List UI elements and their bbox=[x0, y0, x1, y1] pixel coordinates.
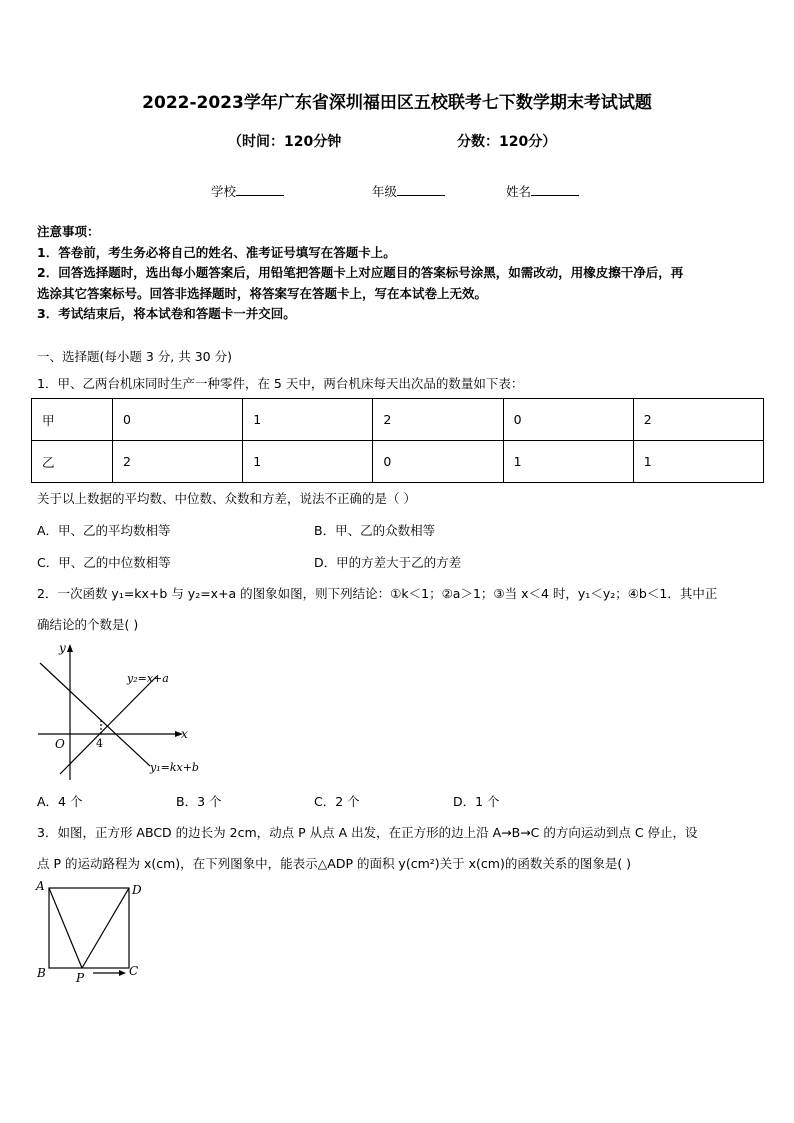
exam-score: 分数：120分） bbox=[457, 134, 557, 150]
line2-label: y₂=x+a bbox=[127, 672, 169, 685]
q2-line1: 2．一次函数 y₁=kx+b 与 y₂=x+a 的图象如图，则下列结论：①k＜1；②a＞1；③当 x＜4 时，y₁＜y₂；④b＜1．其中正 bbox=[37, 586, 718, 601]
table-cell: 2 bbox=[113, 441, 243, 483]
table-cell: 1 bbox=[633, 441, 763, 483]
q3-figure bbox=[33, 876, 153, 986]
q3-line1: 3．如图，正方形 ABCD 的边长为 2cm，动点 P 从点 A 出发，在正方形的边上沿 A→B→C 的方向运动到点 C 停止，设 bbox=[37, 825, 698, 840]
q2-option-c[interactable]: C．2 个 bbox=[314, 794, 360, 809]
q2-graph bbox=[35, 638, 205, 788]
arrow-right-icon bbox=[119, 970, 126, 976]
exam-time: （时间：120分钟 bbox=[228, 134, 342, 150]
line1-label: y₁=kx+b bbox=[150, 761, 199, 774]
table-row bbox=[32, 399, 764, 441]
table-cell: 0 bbox=[113, 399, 243, 441]
label-b: B bbox=[37, 966, 46, 980]
q2-option-d[interactable]: D．1 个 bbox=[453, 794, 500, 809]
q1-question: 关于以上数据的平均数、中位数、众数和方差，说法不正确的是（ ） bbox=[37, 491, 416, 506]
y-label: y bbox=[59, 641, 66, 655]
name-label: 姓名 bbox=[506, 184, 532, 199]
grade-label: 年级 bbox=[372, 184, 398, 199]
origin-label: O bbox=[55, 737, 65, 751]
table-cell: 甲 bbox=[32, 399, 113, 441]
tick-label: 4 bbox=[96, 737, 103, 750]
notes-item: 2．回答选择题时，选出每小题答案后，用铅笔把答题卡上对应题目的答案标号涂黑，如需改动，用橡皮擦干净后，再 bbox=[37, 265, 684, 280]
table-cell: 2 bbox=[633, 399, 763, 441]
q3-line2: 点 P 的运动路程为 x(cm)，在下列图象中，能表示△ADP 的面积 y(cm²)关于 x(cm)的函数关系的图象是( ) bbox=[37, 856, 632, 871]
notes-heading: 注意事项： bbox=[37, 224, 100, 239]
table-cell: 0 bbox=[503, 399, 633, 441]
notes-item: 3．考试结束后，将本试卷和答题卡一并交回。 bbox=[37, 306, 296, 321]
table-cell: 乙 bbox=[32, 441, 113, 483]
table-cell: 0 bbox=[373, 441, 503, 483]
section-heading: 一、选择题(每小题 3 分, 共 30 分) bbox=[37, 349, 232, 364]
segment-pd bbox=[82, 888, 129, 968]
q1-stem: 1．甲、乙两台机床同时生产一种零件，在 5 天中，两台机床每天出次品的数量如下表： bbox=[37, 376, 524, 391]
q1-option-c[interactable]: C．甲、乙的中位数相等 bbox=[37, 555, 171, 570]
table-cell: 1 bbox=[243, 399, 373, 441]
q2-option-a[interactable]: A．4 个 bbox=[37, 794, 83, 809]
table-cell: 1 bbox=[503, 441, 633, 483]
label-c: C bbox=[129, 964, 139, 978]
q1-option-b[interactable]: B．甲、乙的众数相等 bbox=[314, 523, 436, 538]
q2-option-b[interactable]: B．3 个 bbox=[176, 794, 222, 809]
name-field[interactable] bbox=[506, 182, 579, 200]
notes-block bbox=[37, 222, 762, 325]
notes-item: 1．答卷前，考生务必将自己的姓名、准考证号填写在答题卡上。 bbox=[37, 244, 396, 260]
school-label: 学校 bbox=[211, 184, 237, 199]
label-p: P bbox=[76, 971, 85, 985]
q2-line2: 确结论的个数是( ) bbox=[37, 617, 139, 632]
label-d: D bbox=[132, 883, 142, 897]
q1-option-d[interactable]: D．甲的方差大于乙的方差 bbox=[314, 555, 462, 570]
grade-field[interactable] bbox=[372, 182, 445, 200]
x-label: x bbox=[181, 727, 188, 741]
y-arrow-icon bbox=[67, 644, 73, 652]
page-title: 2022-2023学年广东省深圳福田区五校联考七下数学期末考试试题 bbox=[142, 93, 652, 113]
segment-ap bbox=[49, 888, 82, 968]
notes-item: 选涂其它答案标号。回答非选择题时，将答案写在答题卡上，写在本试卷上无效。 bbox=[37, 285, 488, 301]
table-cell: 1 bbox=[243, 441, 373, 483]
q1-option-a[interactable]: A．甲、乙的平均数相等 bbox=[37, 523, 171, 538]
school-field[interactable] bbox=[211, 182, 284, 200]
table-cell: 2 bbox=[373, 399, 503, 441]
table-row bbox=[32, 441, 764, 483]
q1-table bbox=[31, 398, 764, 483]
label-a: A bbox=[36, 879, 45, 893]
